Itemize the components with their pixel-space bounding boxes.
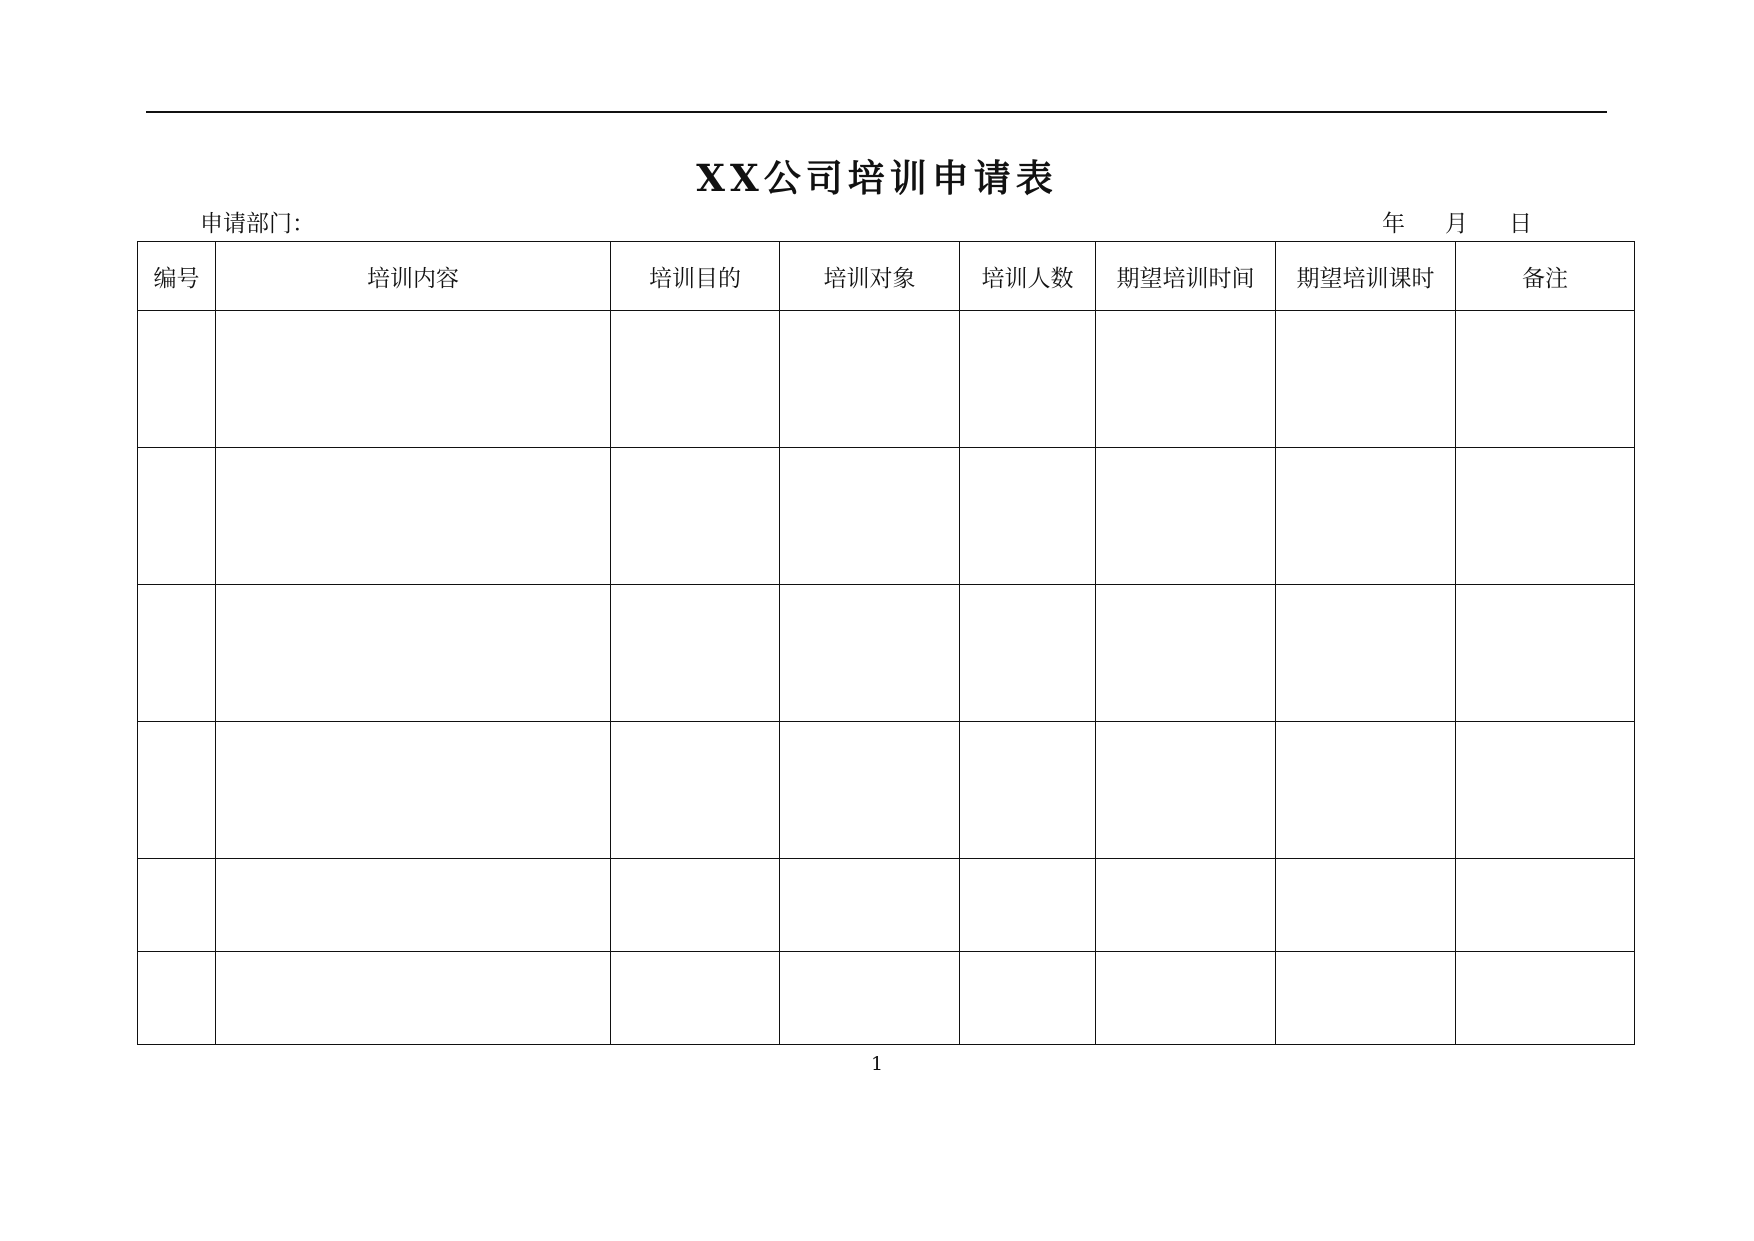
table-cell[interactable] [611,722,780,859]
header-rule [146,111,1607,113]
table-cell[interactable] [960,311,1096,448]
column-header-expected-hours: 期望培训课时 [1276,242,1456,311]
table-cell[interactable] [1096,859,1276,952]
date-line [1370,208,1570,240]
table-cell[interactable] [216,722,611,859]
table-cell[interactable] [1456,859,1635,952]
table-header-row [138,242,1635,311]
table-cell[interactable] [1456,722,1635,859]
column-header-audience: 培训对象 [780,242,960,311]
table-cell[interactable] [138,722,216,859]
table-cell[interactable] [960,952,1096,1045]
table-cell[interactable] [216,311,611,448]
table-cell[interactable] [1276,952,1456,1045]
table-row [138,859,1635,952]
table-cell[interactable] [138,585,216,722]
table-cell[interactable] [960,448,1096,585]
table-cell[interactable] [1276,448,1456,585]
table-row [138,311,1635,448]
table-cell[interactable] [138,448,216,585]
column-header-expected-time: 期望培训时间 [1096,242,1276,311]
table-cell[interactable] [1456,585,1635,722]
table-cell[interactable] [780,952,960,1045]
table-cell[interactable] [1096,585,1276,722]
table-cell[interactable] [1096,311,1276,448]
table-cell[interactable] [1456,311,1635,448]
column-header-content: 培训内容 [216,242,611,311]
table-cell[interactable] [138,859,216,952]
table-row [138,952,1635,1045]
column-header-headcount: 培训人数 [960,242,1096,311]
table-cell[interactable] [216,585,611,722]
table-cell[interactable] [780,859,960,952]
table-cell[interactable] [1096,722,1276,859]
table-cell[interactable] [780,722,960,859]
table-cell[interactable] [138,952,216,1045]
table-cell[interactable] [611,859,780,952]
date-year-label: 年 [1382,211,1405,237]
page-title: XX公司培训申请表 [696,156,1058,200]
table-cell[interactable] [216,859,611,952]
date-month-label: 月 [1445,211,1468,237]
table-cell[interactable] [611,952,780,1045]
department-label: 申请部门： [200,211,315,237]
table-cell[interactable] [1096,952,1276,1045]
date-day-label: 日 [1509,211,1532,237]
table-cell[interactable] [216,448,611,585]
table-cell[interactable] [1096,448,1276,585]
column-header-number: 编号 [138,242,216,311]
table-cell[interactable] [611,585,780,722]
table-cell[interactable] [1456,448,1635,585]
training-request-table [137,241,1635,1045]
table-cell[interactable] [1456,952,1635,1045]
table-cell[interactable] [780,585,960,722]
table-cell[interactable] [1276,859,1456,952]
table-cell[interactable] [138,311,216,448]
table-cell[interactable] [611,448,780,585]
table-cell[interactable] [960,859,1096,952]
page-number: 1 [870,1053,884,1075]
table-cell[interactable] [780,448,960,585]
table-row [138,585,1635,722]
table-cell[interactable] [1276,585,1456,722]
column-header-purpose: 培训目的 [611,242,780,311]
table-row [138,722,1635,859]
table-row [138,448,1635,585]
table-cell[interactable] [1276,311,1456,448]
table-cell[interactable] [780,311,960,448]
table-cell[interactable] [611,311,780,448]
table-cell[interactable] [960,722,1096,859]
table-cell[interactable] [216,952,611,1045]
table-cell[interactable] [960,585,1096,722]
table-cell[interactable] [1276,722,1456,859]
column-header-remarks: 备注 [1456,242,1635,311]
